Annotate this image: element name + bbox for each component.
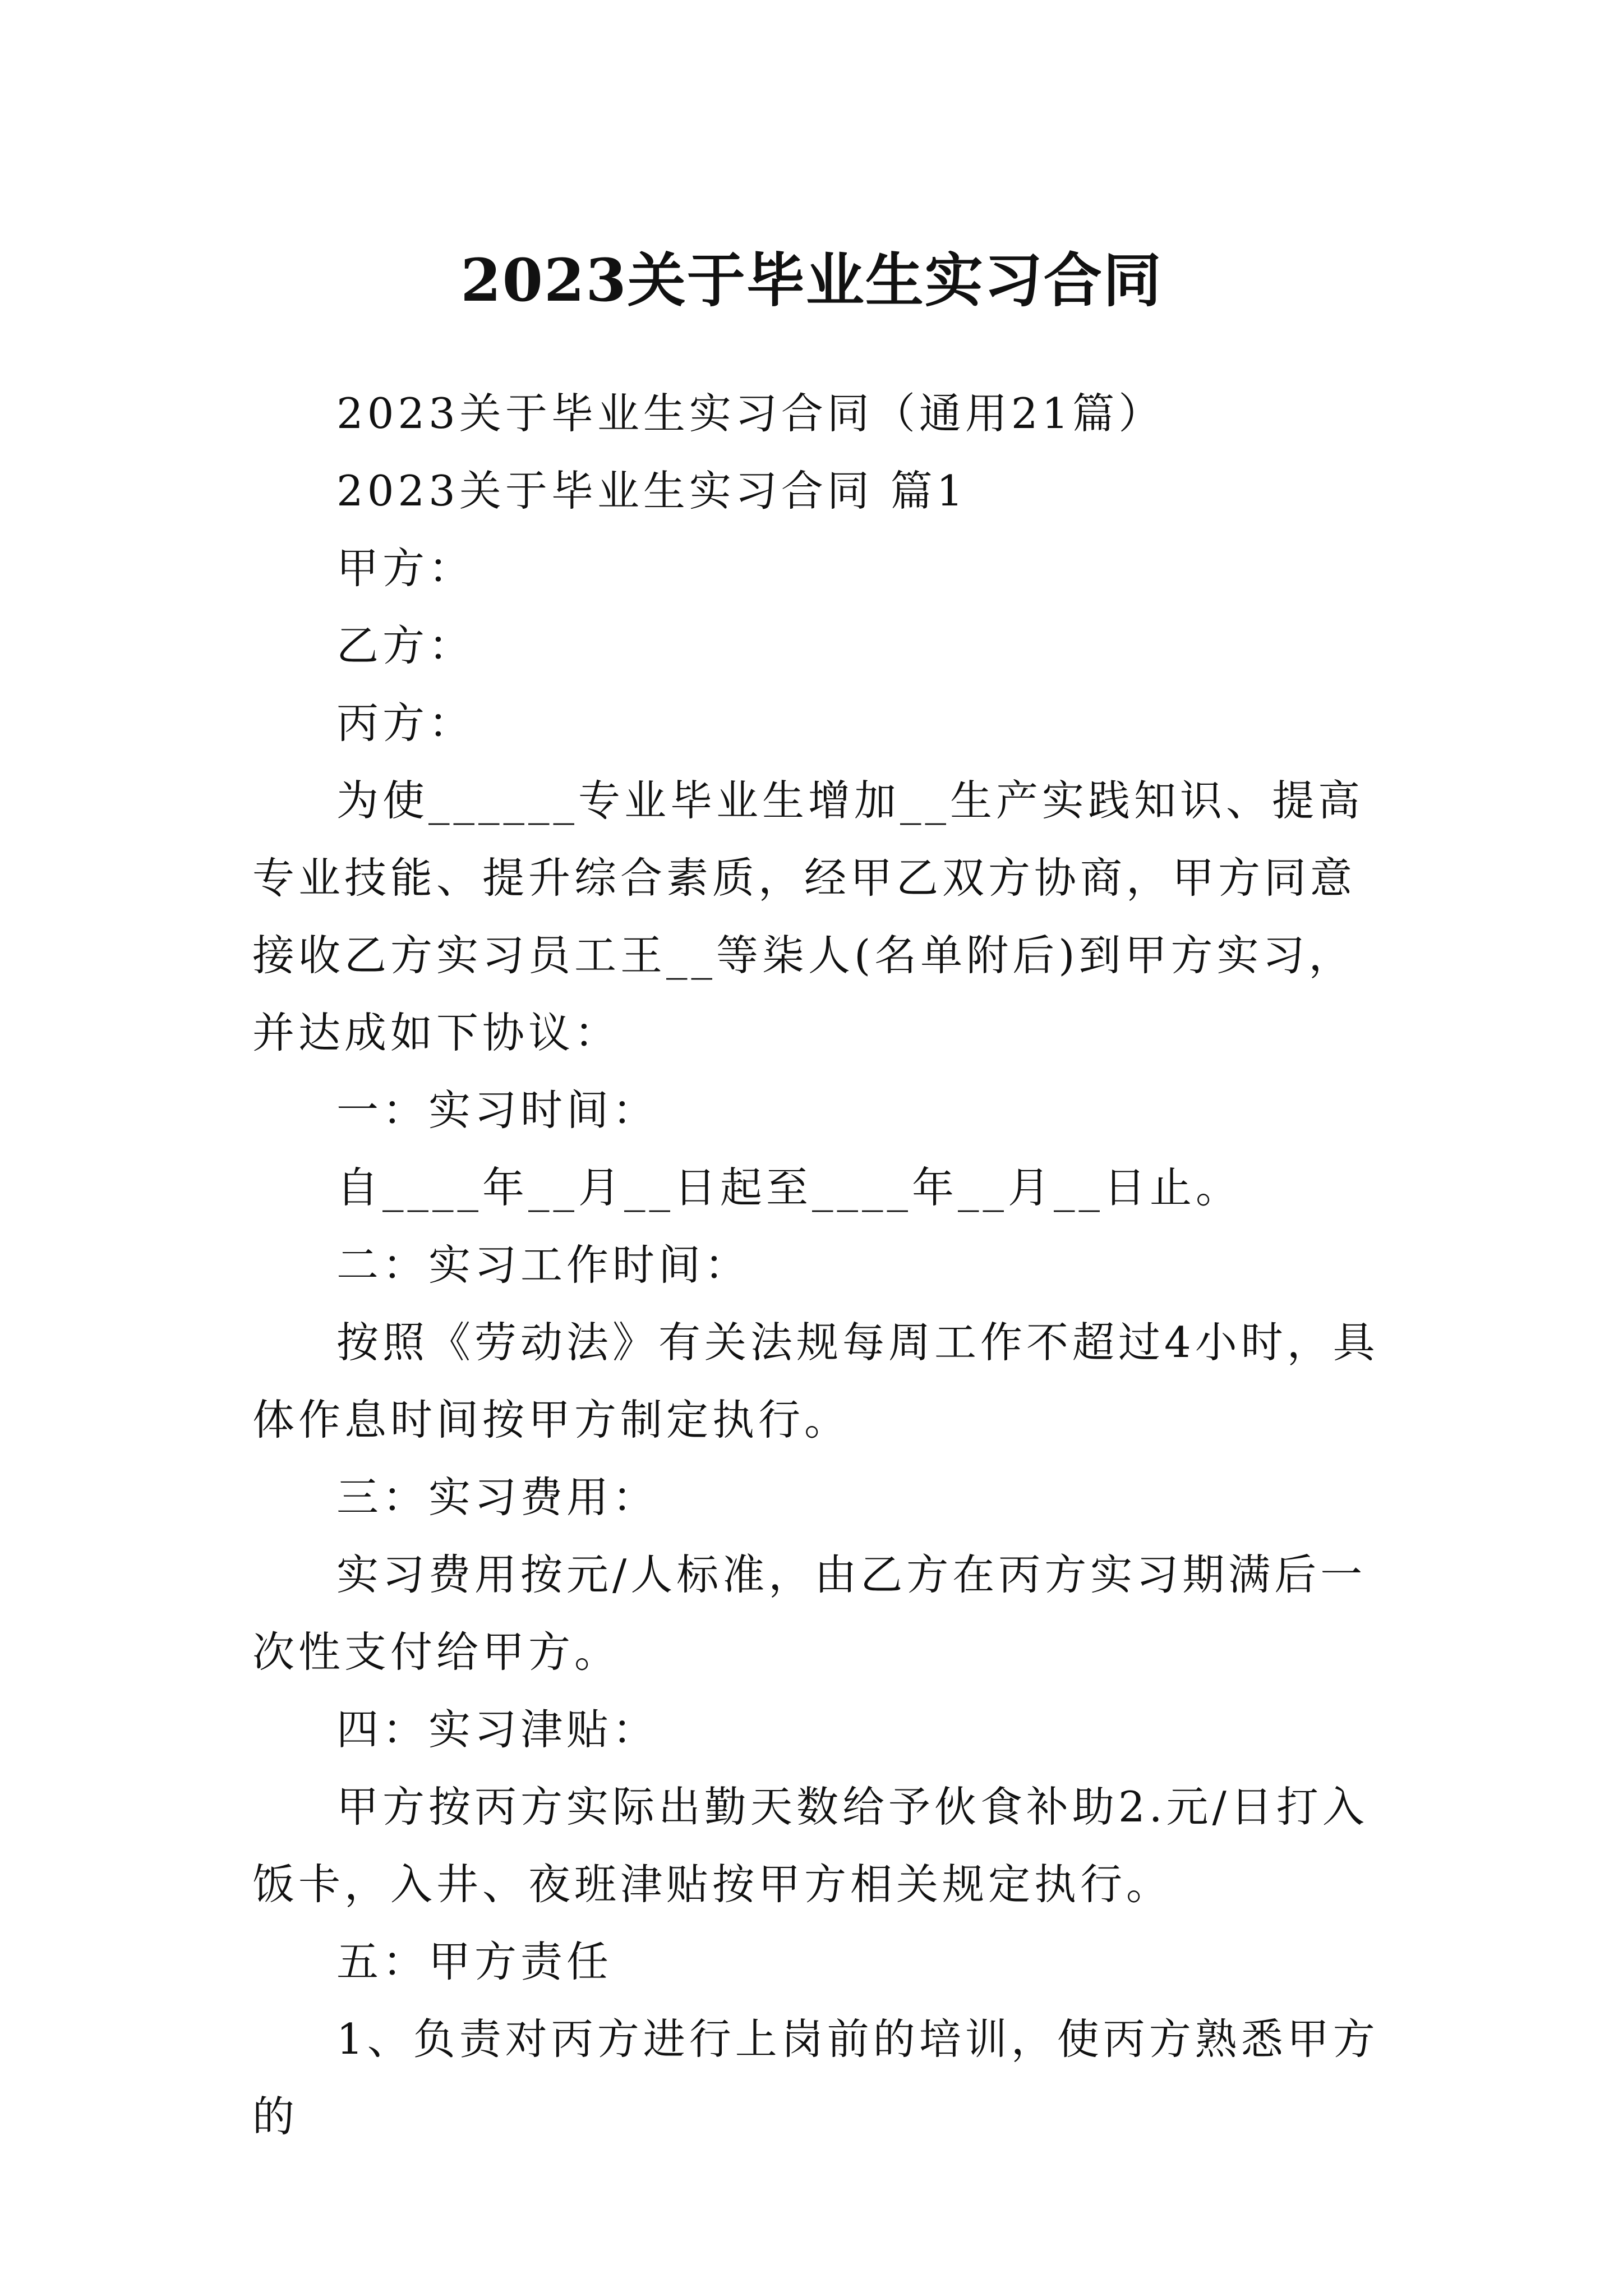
document-body (252, 375, 1380, 2155)
paragraph-heading-internship-period: 一：实习时间： (336, 1085, 659, 1135)
paragraph-party-a: 甲方： (336, 544, 475, 593)
paragraph-heading-work-hours: 二：实习工作时间： (336, 1240, 751, 1290)
paragraph-heading-party-a-duties: 五：甲方责任 (336, 1937, 613, 1986)
document-title: 2023关于毕业生实习合同 (460, 245, 1163, 315)
paragraph-work-hours: 按照《劳动法》有关法规每周工作不超过4小时，具体作息时间按甲方制定执行。 (252, 1318, 1379, 1444)
paragraph-preamble: 为使______专业毕业生增加__生产实践知识、提高专业技能、提升综合素质，经甲乙双方协商，甲方同意接收乙方实习员工王__等柒人(名单附后)到甲方实习，并达成如下协议： (252, 776, 1364, 1057)
paragraph-fees: 实习费用按元/人标准，由乙方在丙方实习期满后一次性支付给甲方。 (252, 1550, 1367, 1677)
paragraph-party-a-duty-1: 1、负责对丙方进行上岗前的培训，使丙方熟悉甲方的 (252, 2014, 1379, 2141)
paragraph-allowance: 甲方按丙方实际出勤天数给予伙食补助2.元/日打入饭卡，入井、夜班津贴按甲方相关规定执行。 (252, 1782, 1368, 1909)
paragraph-heading-fees: 三：实习费用： (336, 1473, 659, 1522)
paragraph-subtitle: 2023关于毕业生实习合同（通用21篇） (336, 389, 1165, 438)
paragraph-party-c: 丙方： (336, 698, 475, 748)
paragraph-internship-period: 自____年__月__日起至____年__月__日止。 (336, 1163, 1242, 1212)
paragraph-section-heading: 2023关于毕业生实习合同 篇1 (336, 466, 967, 516)
paragraph-heading-allowance: 四：实习津贴： (336, 1705, 659, 1754)
paragraph-party-b: 乙方： (336, 621, 475, 670)
